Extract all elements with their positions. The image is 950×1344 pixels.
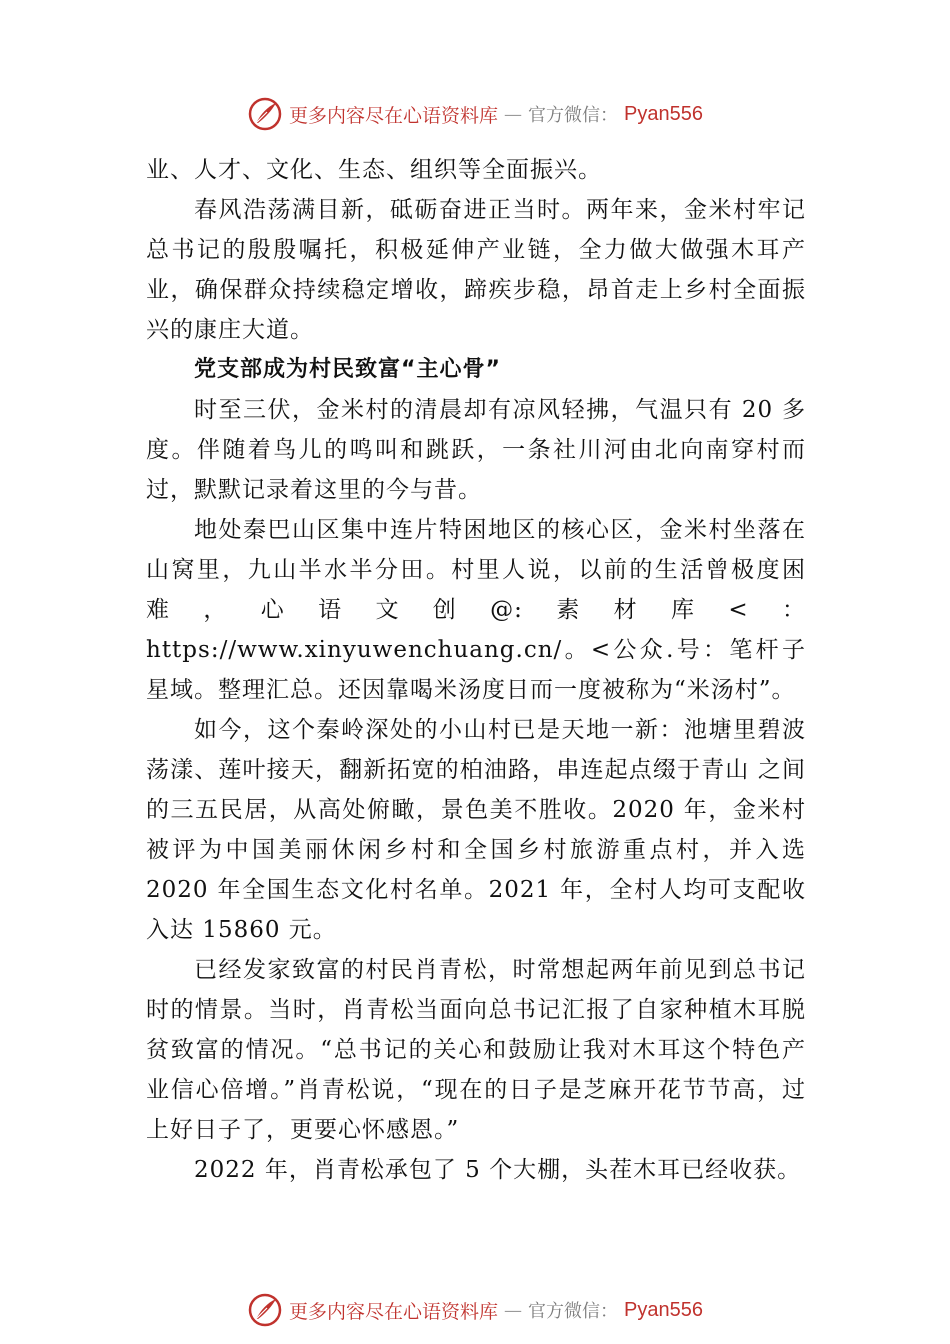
banner-separator: — [504,103,523,125]
section-heading: 党支部成为村民致富“主心骨” [194,357,501,382]
paragraph: 地处秦巴山区集中连片特困地区的核心区，金米村坐落在山窝里，九山半水半分田。村里人说，以前的生活曾极度困难，心语文创@:素材库<：https://www.xinyuwenchuang.cn/。<公众.号：笔杆子星域。整理汇总。还因靠喝米汤度日而一度被称为“米汤村”。 [146,517,806,703]
paragraph: 已经发家致富的村民肖青松，时常想起两年前见到总书记时的情景。当时，肖青松当面向总书记汇报了自家种植木耳脱贫致富的情况。“总书记的关心和鼓励让我对木耳这个特色产业信心倍增。”肖青松说，“现在的日子是芝麻开花节节高，过上好日子了，更要心怀感恩。” [146,957,806,1143]
paragraph: 业、人才、文化、生态、组织等全面振兴。 [146,157,602,183]
footer-banner [0,1290,950,1330]
header-banner [0,94,950,134]
banner-wechat-label: 官方微信： [528,105,619,126]
banner-title: 更多内容尽在心语资料库 [289,1300,499,1323]
feather-pen-logo-icon [247,96,283,132]
document-body [146,150,806,1190]
paragraph: 时至三伏，金米村的清晨却有凉风轻拂，气温只有 20 多度。伴随着鸟儿的鸣叫和跳跃，一条社川河由北向南穿村而过，默默记录着这里的今与昔。 [146,397,806,503]
paragraph: 如今，这个秦岭深处的小山村已是天地一新：池塘里碧波荡漾、莲叶接天，翻新拓宽的柏油路，串连起点缀于青山 之间的三五民居，从高处俯瞰，景色美不胜收。2020 年，金米村被评为中国美丽休闲乡村和全国乡村旅游重点村，并入选 2020 年全国生态文化村名单。2021 年，全村人均可支配收入达 15860 元。 [146,717,806,943]
banner-wechat-id: Pyan556 [624,102,703,125]
feather-pen-logo-icon [247,1292,283,1328]
banner-separator: — [504,1299,523,1321]
banner-title: 更多内容尽在心语资料库 [289,104,499,127]
banner-wechat-id: Pyan556 [624,1298,703,1321]
paragraph: 2022 年，肖青松承包了 5 个大棚，头茬木耳已经收获。 [194,1157,802,1183]
paragraph: 春风浩荡满目新，砥砺奋进正当时。两年来，金米村牢记总书记的殷殷嘱托，积极延伸产业链，全力做大做强木耳产业，确保群众持续稳定增收，蹄疾步稳，昂首走上乡村全面振兴的康庄大道。 [146,197,806,343]
banner-wechat-label: 官方微信： [528,1301,619,1322]
